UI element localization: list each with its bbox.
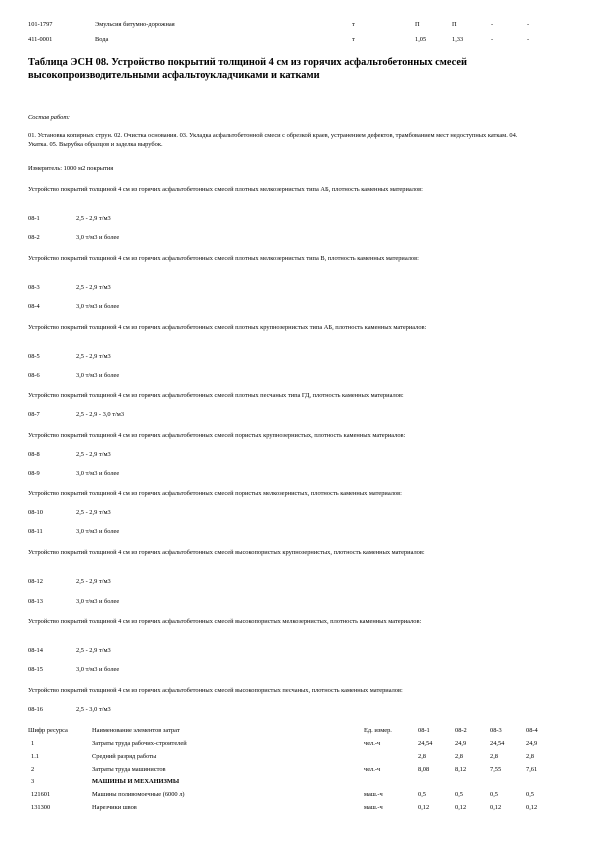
item-code: 08-10 (28, 509, 43, 516)
item-code: 08-11 (28, 528, 43, 535)
table-cell: 2 (31, 766, 35, 773)
item-code: 08-5 (28, 353, 40, 360)
top-row-value: - (527, 21, 530, 28)
table-cell: 3 (31, 778, 35, 785)
section-description: Устройство покрытий толщиной 4 см из горячих асфальтобетонных смесей плотных мелкозернистых типа АБ, плотность каменных материалов: (28, 186, 423, 193)
section-description: Устройство покрытий толщиной 4 см из горячих асфальтобетонных смесей плотных мелкозернистых типа В, плотность каменных материалов: (28, 255, 419, 262)
top-row-value: 1,05 (415, 36, 427, 43)
item-value: 3,0 т/м3 и более (76, 372, 120, 379)
item-value: 2,5 - 2,9 т/м3 (76, 578, 111, 585)
item-code: 08-14 (28, 647, 43, 654)
section-description: Устройство покрытий толщиной 4 см из горячих асфальтобетонных смесей высокопористых мелкозернистых, плотность каменных материалов: (28, 618, 422, 625)
top-row-value: - (491, 21, 494, 28)
table-cell: 0,12 (490, 804, 502, 811)
table-title: Таблица ЭСН 08. Устройство покрытий толщиной 4 см из горячих асфальтобетонных смесей высокопроизводительными асфальтоукладчиками и катками (28, 57, 467, 81)
section-description: Устройство покрытий толщиной 4 см из горячих асфальтобетонных смесей плотных крупнозернистых типа АБ, плотность каменных материалов: (28, 324, 427, 331)
item-code: 08-2 (28, 234, 40, 241)
item-value: 3,0 т/м3 и более (76, 303, 120, 310)
table-cell: 24,54 (418, 740, 433, 747)
top-row-name: Эмульсия битумно-дорожная (95, 21, 175, 28)
table-cell: 0,12 (455, 804, 467, 811)
table-header-cell: Ед. измер. (364, 727, 392, 734)
item-value: 3,0 т/м3 и более (76, 470, 120, 477)
table-cell: 1.1 (31, 753, 39, 760)
table-cell: Машины поливомоечные (6000 л) (92, 791, 185, 798)
item-code: 08-9 (28, 470, 40, 477)
item-code: 08-3 (28, 284, 40, 291)
table-cell: 7,55 (490, 766, 502, 773)
composition-label: Состав работ: (28, 114, 71, 121)
item-value: 3,0 т/м3 и более (76, 598, 120, 605)
table-header-cell: Наименование элементов затрат (92, 727, 180, 734)
top-row-value: П (415, 21, 420, 28)
table-cell: 2,8 (418, 753, 426, 760)
table-cell: 131300 (31, 804, 51, 811)
item-code: 08-13 (28, 598, 43, 605)
top-row-value: - (527, 36, 530, 43)
item-value: 2,5 - 2,9 т/м3 (76, 215, 111, 222)
item-value: 2,5 - 2,9 т/м3 (76, 451, 111, 458)
table-cell: 0,5 (418, 791, 426, 798)
item-value: 2,5 - 2,9 т/м3 (76, 284, 111, 291)
table-cell: МАШИНЫ И МЕХАНИЗМЫ (92, 778, 180, 785)
table-cell: чел.-ч (364, 766, 381, 773)
item-value: 3,0 т/м3 и более (76, 234, 120, 241)
table-cell: 1 (31, 740, 35, 747)
item-code: 08-16 (28, 706, 43, 713)
section-description: Устройство покрытий толщиной 4 см из горячих асфальтобетонных смесей высокопористых песчаных, плотность каменных материалов: (28, 687, 403, 694)
table-cell: маш.-ч (364, 791, 383, 798)
table-cell: 121601 (31, 791, 51, 798)
table-cell: 0,5 (490, 791, 498, 798)
top-row-code: 411-0001 (28, 36, 53, 43)
table-cell: 8,08 (418, 766, 430, 773)
item-value: 2,5 - 2,9 т/м3 (76, 353, 111, 360)
table-cell: 2,8 (490, 753, 498, 760)
table-cell: 24,54 (490, 740, 505, 747)
item-code: 08-4 (28, 303, 40, 310)
top-row-unit: т (352, 21, 355, 28)
item-value: 3,0 т/м3 и более (76, 666, 120, 673)
table-header-cell: 08-1 (418, 727, 430, 734)
section-description: Устройство покрытий толщиной 4 см из горячих асфальтобетонных смесей пористых мелкозернистых, плотность каменных материалов: (28, 490, 402, 497)
table-cell: 7,61 (526, 766, 538, 773)
table-cell: 2,8 (526, 753, 534, 760)
table-cell: 24,9 (526, 740, 538, 747)
item-code: 08-1 (28, 215, 40, 222)
item-value: 2,5 - 2,9 - 3,0 т/м3 (76, 411, 125, 418)
table-cell: 0,12 (418, 804, 430, 811)
composition-text: 01. Установка копирных струн. 02. Очистка основания. 03. Укладка асфальтобетонной смеси с обрезкой краев, устранением дефектов, трамбованием мест недоступных каткам. 04. Укатка. 05. Вырубка образцов и заделка вырубок. (28, 132, 518, 148)
top-row-name: Вода (95, 36, 109, 43)
section-description: Устройство покрытий толщиной 4 см из горячих асфальтобетонных смесей пористых крупнозернистых, плотность каменных материалов: (28, 432, 406, 439)
section-description: Устройство покрытий толщиной 4 см из горячих асфальтобетонных смесей высокопористых крупнозернистых, плотность каменных материалов: (28, 549, 425, 556)
top-row-value: - (491, 36, 494, 43)
table-cell: 0,12 (526, 804, 538, 811)
table-cell: 24,9 (455, 740, 467, 747)
item-value: 2,5 - 2,9 т/м3 (76, 647, 111, 654)
top-row-code: 101-1797 (28, 21, 53, 28)
top-row-unit: т (352, 36, 355, 43)
item-code: 08-12 (28, 578, 43, 585)
table-header-cell: 08-4 (526, 727, 538, 734)
table-cell: Нарезчики швов (92, 804, 137, 811)
top-row-value: П (452, 21, 457, 28)
table-cell: 0,5 (526, 791, 534, 798)
table-cell: Затраты труда рабочих-строителей (92, 740, 187, 747)
table-cell: чел.-ч (364, 740, 381, 747)
item-value: 2,5 - 2,9 т/м3 (76, 509, 111, 516)
table-cell: Затраты труда машинистов (92, 766, 166, 773)
table-header-cell: 08-2 (455, 727, 467, 734)
item-code: 08-15 (28, 666, 43, 673)
table-cell: Средний разряд работы (92, 753, 157, 760)
item-code: 08-6 (28, 372, 40, 379)
table-header-cell: 08-3 (490, 727, 502, 734)
table-cell: 2,8 (455, 753, 463, 760)
item-code: 08-8 (28, 451, 40, 458)
item-code: 08-7 (28, 411, 40, 418)
top-row-value: 1,33 (452, 36, 464, 43)
table-header-cell: Шифр ресурса (28, 727, 68, 734)
table-cell: 0,5 (455, 791, 463, 798)
meter-label: Измеритель: 1000 м2 покрытия (28, 165, 114, 172)
table-cell: 8,12 (455, 766, 467, 773)
section-description: Устройство покрытий толщиной 4 см из горячих асфальтобетонных смесей плотных песчаных типа ГД, плотность каменных материалов: (28, 392, 404, 399)
item-value: 3,0 т/м3 и более (76, 528, 120, 535)
item-value: 2,5 - 3,0 т/м3 (76, 706, 111, 713)
table-cell: маш.-ч (364, 804, 383, 811)
